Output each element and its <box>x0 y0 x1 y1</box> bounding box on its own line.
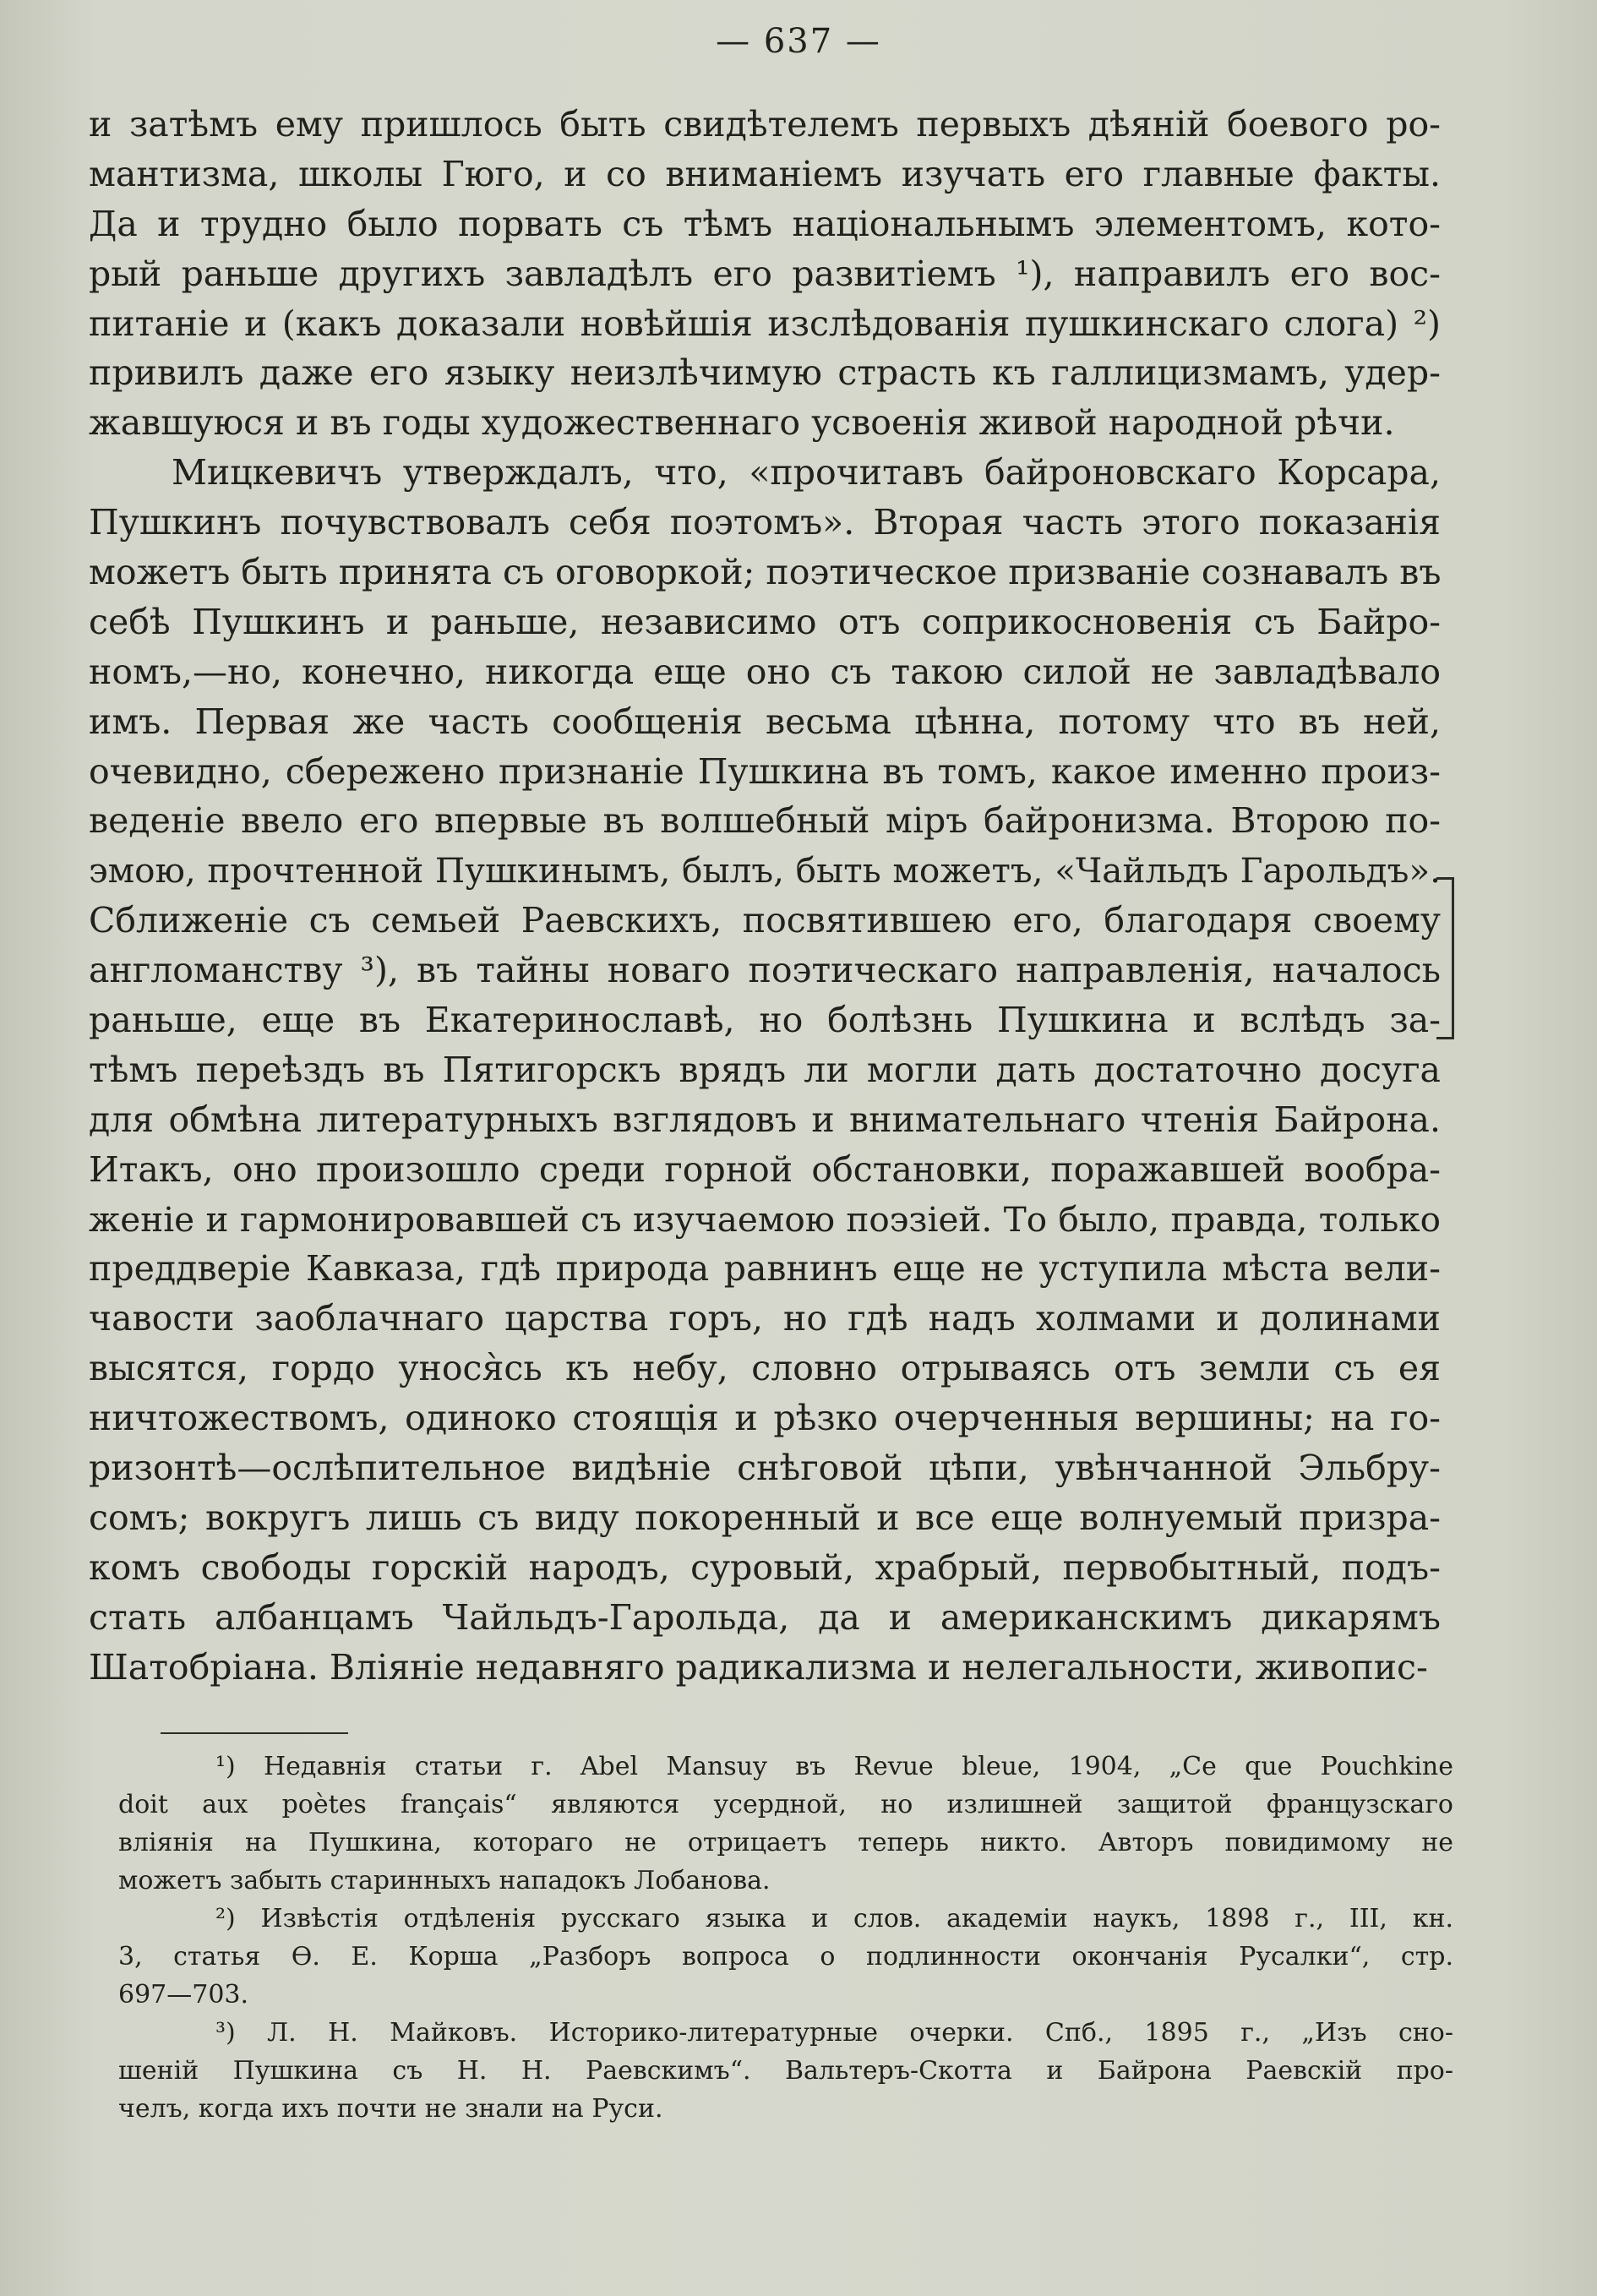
text-line: Сближеніе съ семьей Раевскихъ, посвятившею его, благодаря своему <box>89 900 1441 941</box>
text-line: сомъ; вокругъ лишь съ виду покоренный и все еще волнуемый призра- <box>89 1497 1441 1538</box>
text-line: можетъ быть принята съ оговоркой; поэтическое призваніе сознавалъ въ <box>89 552 1441 593</box>
text-line: ничтожествомъ, одиноко стоящія и рѣзко очерченныя вершины; на го- <box>89 1398 1441 1439</box>
footnote-line: doit aux poètes français“ являются усердной, но излишней защитой французскаго <box>118 1790 1453 1819</box>
text-line: себѣ Пушкинъ и раньше, независимо отъ соприкосновенія съ Байро- <box>89 601 1441 642</box>
text-line: имъ. Первая же часть сообщенія весьма цѣнна, потому что въ ней, <box>89 701 1441 742</box>
footnote-line: вліянія на Пушкина, котораго не отрицаетъ теперь никто. Авторъ повидимому не <box>118 1828 1453 1857</box>
text-line: мантизма, школы Гюго, и со вниманіемъ изучать его главные факты. <box>89 153 1441 194</box>
text-line: Шатобріана. Вліяніе недавняго радикализма и нелегальности, живопис- <box>89 1646 1428 1688</box>
text-line: женіе и гармонировавшей съ изучаемою поэзіей. То было, правда, только <box>89 1198 1441 1240</box>
footnote-3 <box>118 2014 1453 2128</box>
paragraph <box>89 448 1441 1692</box>
text-line: чавости заоблачнаго царства горъ, но гдѣ надъ холмами и долинами <box>89 1298 1441 1339</box>
page-number: — 637 — <box>716 22 881 61</box>
text-line: Да и трудно было порвать съ тѣмъ національнымъ элементомъ, кото- <box>89 203 1441 244</box>
text-line: и затѣмъ ему пришлось быть свидѣтелемъ первыхъ дѣяній боевого ро- <box>89 104 1441 145</box>
text-line: англоманству ³), въ тайны новаго поэтическаго направленія, началось <box>89 950 1441 991</box>
footnote-line: ²) Извѣстія отдѣленія русскаго языка и слов. академіи наукъ, 1898 г., III, кн. <box>215 1904 1453 1933</box>
text-line: эмою, прочтенной Пушкинымъ, былъ, быть можетъ, «Чайльдъ Гарольдъ». <box>89 850 1441 892</box>
footnote-line: ¹) Недавнія статьи г. Abel Mansuy въ Revue bleue, 1904, „Ce que Pouchkine <box>215 1752 1453 1781</box>
main-text <box>89 100 1441 1693</box>
text-line: тѣмъ переѣздъ въ Пятигорскъ врядъ ли могли дать достаточно досуга <box>89 1049 1441 1090</box>
text-line: Мицкевичъ утверждалъ, что, «прочитавъ байроновскаго Корсара, <box>172 452 1441 494</box>
text-line: рый раньше другихъ завладѣлъ его развитіемъ ¹), направилъ его вос- <box>89 253 1441 294</box>
text-line: очевидно, сбережено признаніе Пушкина въ томъ, какое именно произ- <box>89 750 1441 792</box>
text-line: привилъ даже его языку неизлѣчимую страсть къ галлицизмамъ, удер- <box>89 352 1441 394</box>
footnote-divider <box>161 1732 348 1734</box>
footnote-line: челъ, когда ихъ почти не знали на Руси. <box>118 2094 663 2124</box>
text-line: преддверіе Кавказа, гдѣ природа равнинъ еще не уступила мѣста вели- <box>89 1248 1441 1290</box>
text-line: стать албанцамъ Чайльдъ-Гарольда, да и американскимъ дикарямъ <box>89 1596 1441 1638</box>
text-line: питаніе и (какъ доказали новѣйшія изслѣдованія пушкинскаго слога) ²) <box>89 303 1441 344</box>
text-line: высятся, гордо унося̀сь къ небу, словно отрываясь отъ земли съ ея <box>89 1348 1441 1389</box>
text-line: Итакъ, оно произошло среди горной обстановки, поражавшей вообра- <box>89 1148 1441 1190</box>
footnotes <box>118 1748 1453 2128</box>
text-line: веденіе ввело его впервые въ волшебный міръ байронизма. Второю по- <box>89 800 1441 842</box>
footnote-line: шеній Пушкина съ Н. Н. Раевскимъ“. Вальтеръ-Скотта и Байрона Раевскій про- <box>118 2056 1453 2086</box>
footnote-line: можетъ забыть старинныхъ нападокъ Лобанова. <box>118 1866 771 1895</box>
footnote-line: 3, статья Ѳ. Е. Корша „Разборъ вопроса о подлинности окончанія Русалки“, стр. <box>118 1942 1453 1972</box>
paragraph <box>89 100 1441 448</box>
footnote-line: 697—703. <box>118 1980 249 2010</box>
footnote-line: ³) Л. Н. Майковъ. Историко-литературные очерки. Спб., 1895 г., „Изъ сно- <box>215 2018 1453 2048</box>
text-line: комъ свободы горскій народъ, суровый, храбрый, первобытный, подъ- <box>89 1546 1441 1588</box>
text-line: раньше, еще въ Екатеринославѣ, но болѣзнь Пушкина и вслѣдъ за- <box>89 1000 1441 1041</box>
text-line: жавшуюся и въ годы художественнаго усвоенія живой народной рѣчи. <box>89 402 1395 444</box>
footnote-1 <box>118 1748 1453 1900</box>
text-line: Пушкинъ почувствовалъ себя поэтомъ». Вторая часть этого показанія <box>89 502 1441 543</box>
text-line: номъ,—но, конечно, никогда еще оно съ такою силой не завладѣвало <box>89 651 1441 692</box>
margin-bracket-mark <box>1436 877 1454 1039</box>
text-line: ризонтѣ—ослѣпительное видѣніе снѣговой цѣпи, увѣнчанной Эльбру- <box>89 1448 1441 1489</box>
footnote-2 <box>118 1900 1453 2014</box>
text-line: для обмѣна литературныхъ взглядовъ и внимательнаго чтенія Байрона. <box>89 1099 1441 1140</box>
